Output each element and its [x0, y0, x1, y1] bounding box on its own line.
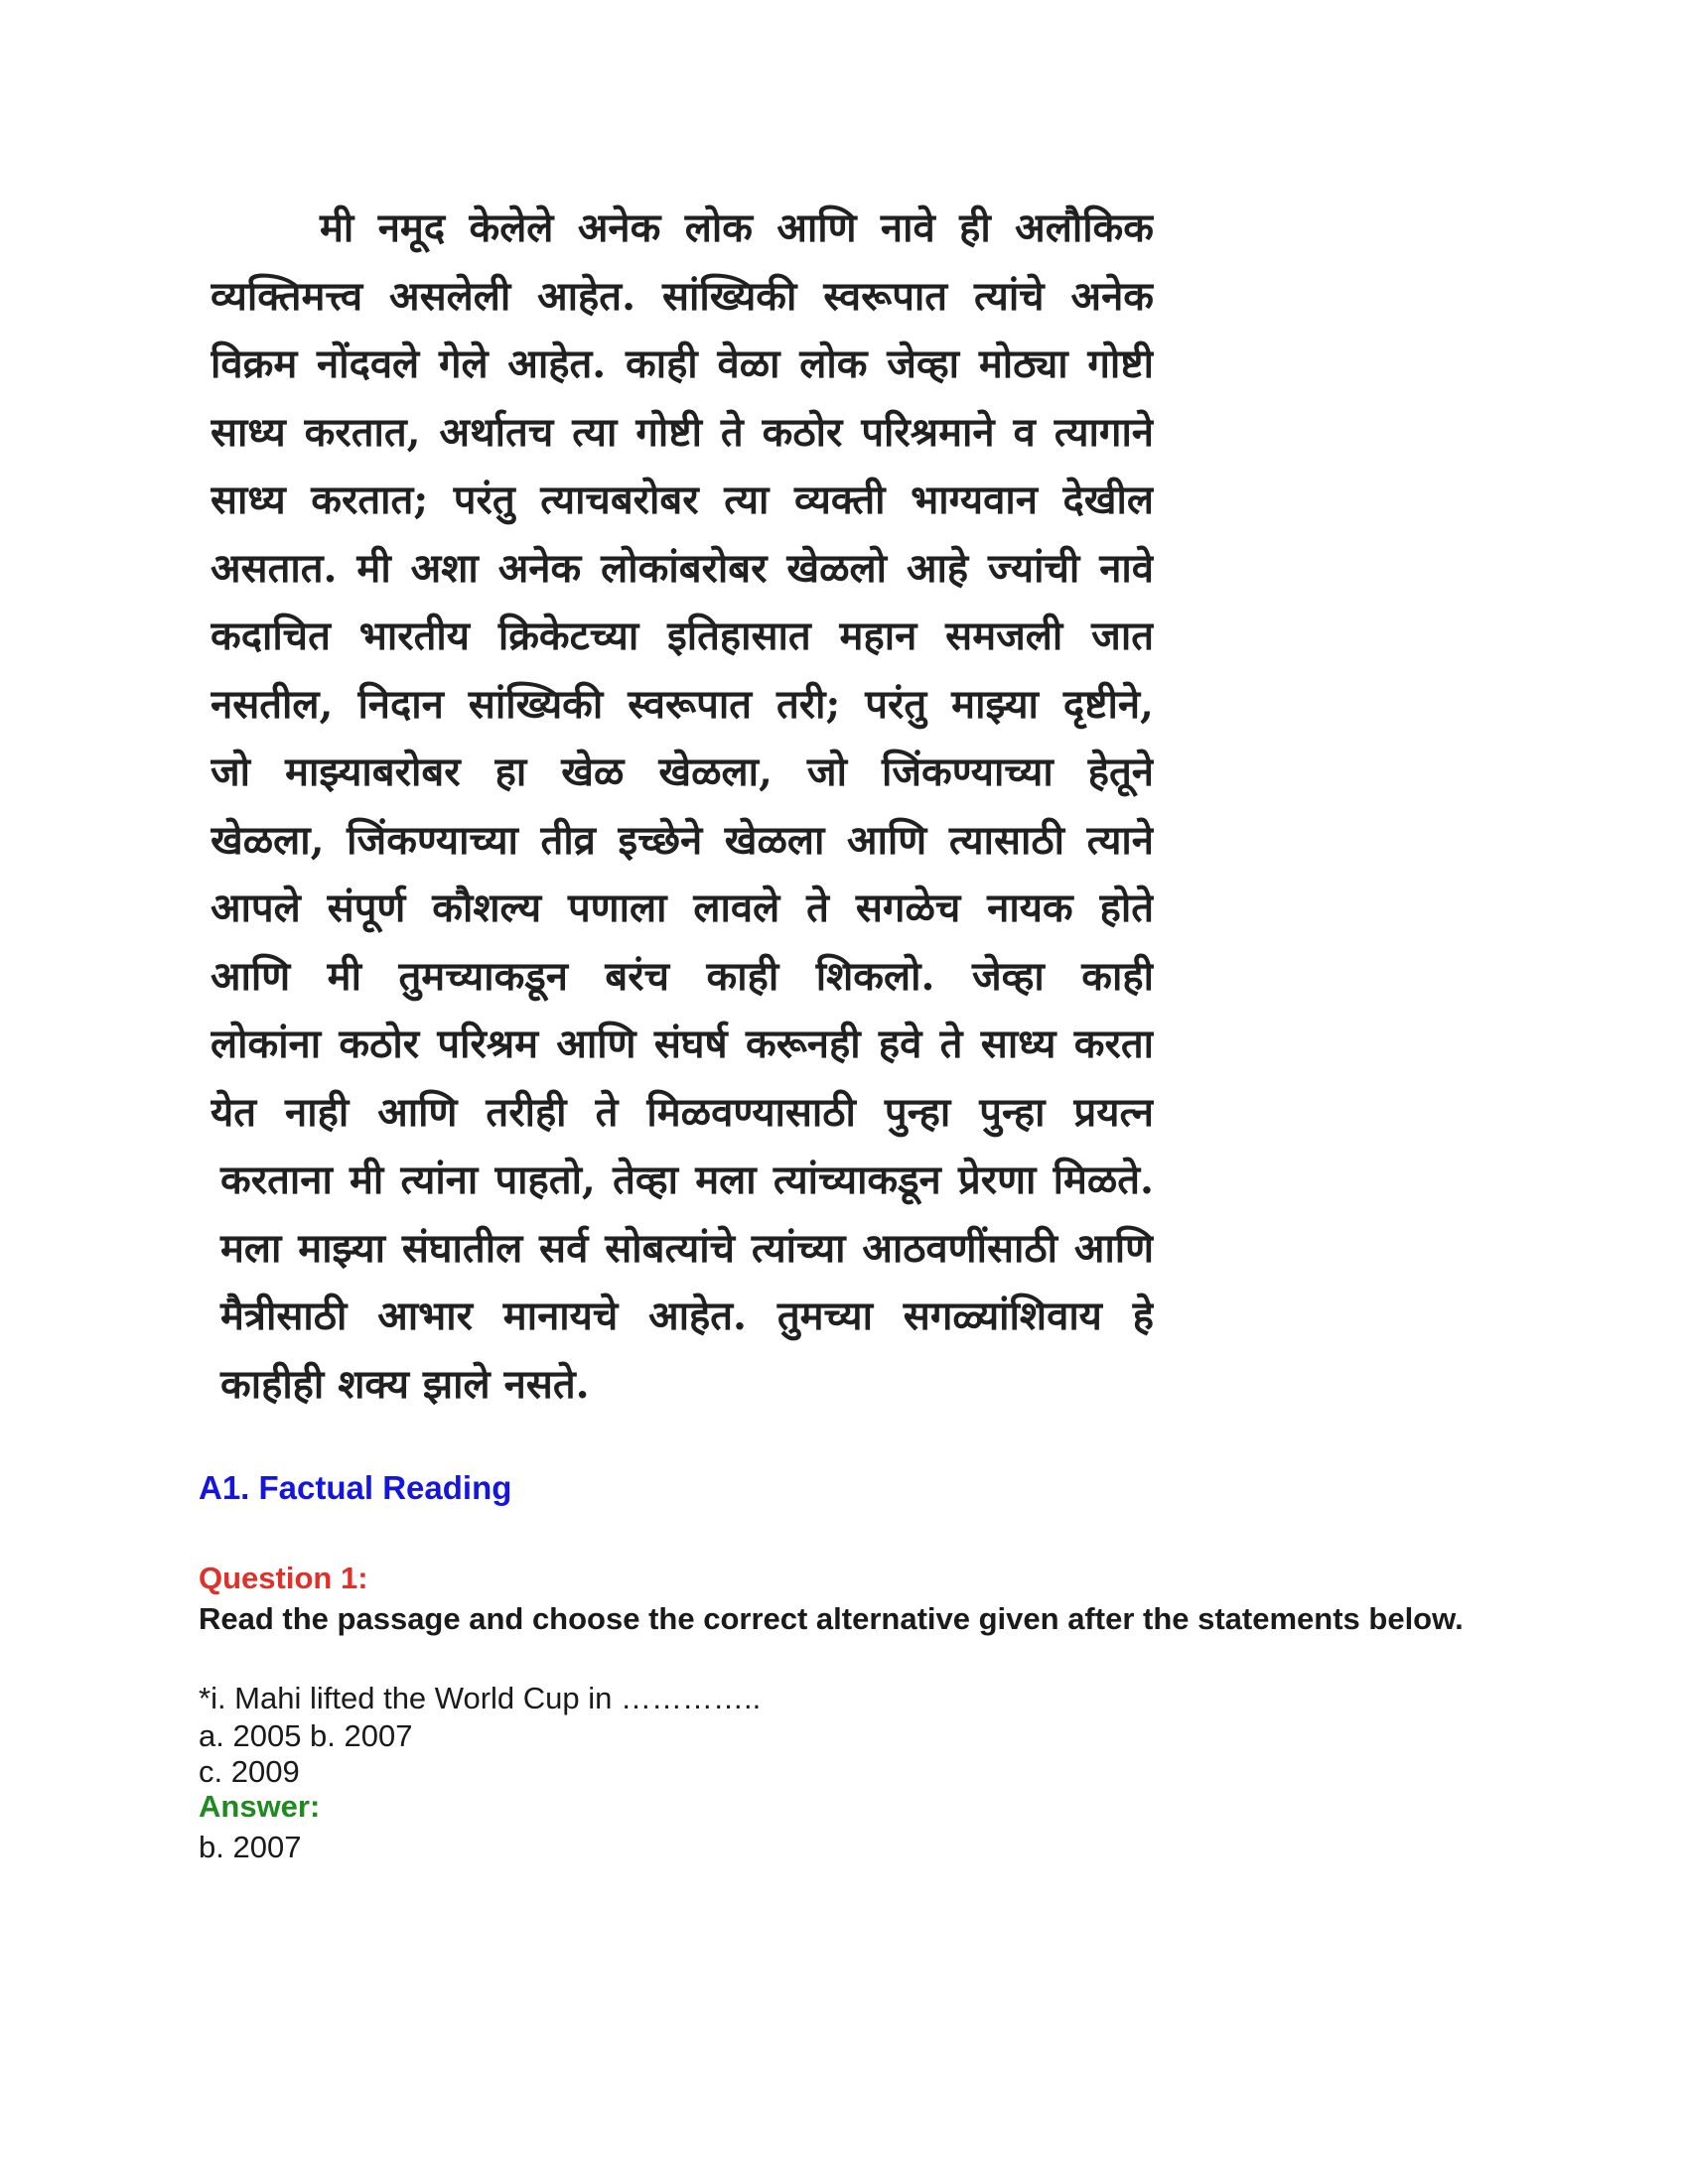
- passage-line-7: कदाचित भारतीय क्रिकेटच्या इतिहासात महान समजली जात: [211, 613, 1154, 659]
- question-statement: *i. Mahi lifted the World Cup in …………..: [199, 1681, 762, 1715]
- section-heading: A1. Factual Reading: [199, 1469, 512, 1506]
- passage-line-12: आणि मी तुमच्याकडून बरंच काही शिकलो. जेव्हा काही: [211, 952, 1154, 1000]
- passage-line-17: मैत्रीसाठी आभार मानायचे आहेत. तुमच्या सगळ्यांशिवाय हे: [220, 1293, 1154, 1339]
- marathi-passage: [211, 195, 1154, 1406]
- passage-line-3: विक्रम नोंदवले गेले आहेत. काही वेळा लोक जेव्हा मोठ्या गोष्टी: [211, 341, 1154, 387]
- passage-line-11: आपले संपूर्ण कौशल्य पणाला लावले ते सगळेच नायक होते: [211, 885, 1154, 931]
- passage-line-4: साध्य करतात, अर्थातच त्या गोष्टी ते कठोर परिश्रमाने व त्यागाने: [211, 408, 1154, 456]
- passage-line-14: येत नाही आणि तरीही ते मिळवण्यासाठी पुन्हा पुन्हा प्रयत्न: [211, 1088, 1154, 1136]
- passage-line-16: मला माझ्या संघातील सर्व सोबत्यांचे त्यांच्या आठवणींसाठी आणि: [220, 1224, 1154, 1272]
- passage-line-6: असतात. मी अशा अनेक लोकांबरोबर खेळलो आहे ज्यांची नावे: [211, 544, 1154, 592]
- passage-line-5: साध्य करतात; परंतु त्याचबरोबर त्या व्यक्ती भाग्यवान देखील: [211, 477, 1154, 523]
- passage-line-1: मी नमूद केलेले अनेक लोक आणि नावे ही अलौकिक: [320, 205, 1154, 251]
- question-instruction: Read the passage and choose the correct alternative given after the statements below.: [199, 1601, 1464, 1636]
- passage-line-2: व्यक्तिमत्त्व असलेली आहेत. सांख्यिकी स्वरूपात त्यांचे अनेक: [211, 272, 1154, 320]
- passage-line-15: करताना मी त्यांना पाहतो, तेव्हा मला त्यांच्याकडून प्रेरणा मिळते.: [220, 1157, 1154, 1203]
- answer-text: b. 2007: [199, 1830, 302, 1864]
- passage-line-18: काहीही शक्य झाले नसते.: [220, 1360, 590, 1408]
- passage-line-13: लोकांना कठोर परिश्रम आणि संघर्ष करूनही हवे ते साध्य करता: [211, 1021, 1154, 1067]
- options-line-1: a. 2005 b. 2007: [199, 1718, 413, 1753]
- answer-label: Answer:: [199, 1789, 321, 1824]
- question-label: Question 1:: [199, 1561, 368, 1595]
- passage-line-10: खेळला, जिंकण्याच्या तीव्र इच्छेने खेळला आणि त्यासाठी त्याने: [211, 816, 1154, 864]
- passage-line-9: जो माझ्याबरोबर हा खेळ खेळला, जो जिंकण्याच्या हेतूने: [211, 749, 1154, 795]
- options-line-2: c. 2009: [199, 1754, 300, 1789]
- passage-line-8: नसतील, निदान सांख्यिकी स्वरूपात तरी; परंतु माझ्या दृष्टीने,: [211, 680, 1154, 728]
